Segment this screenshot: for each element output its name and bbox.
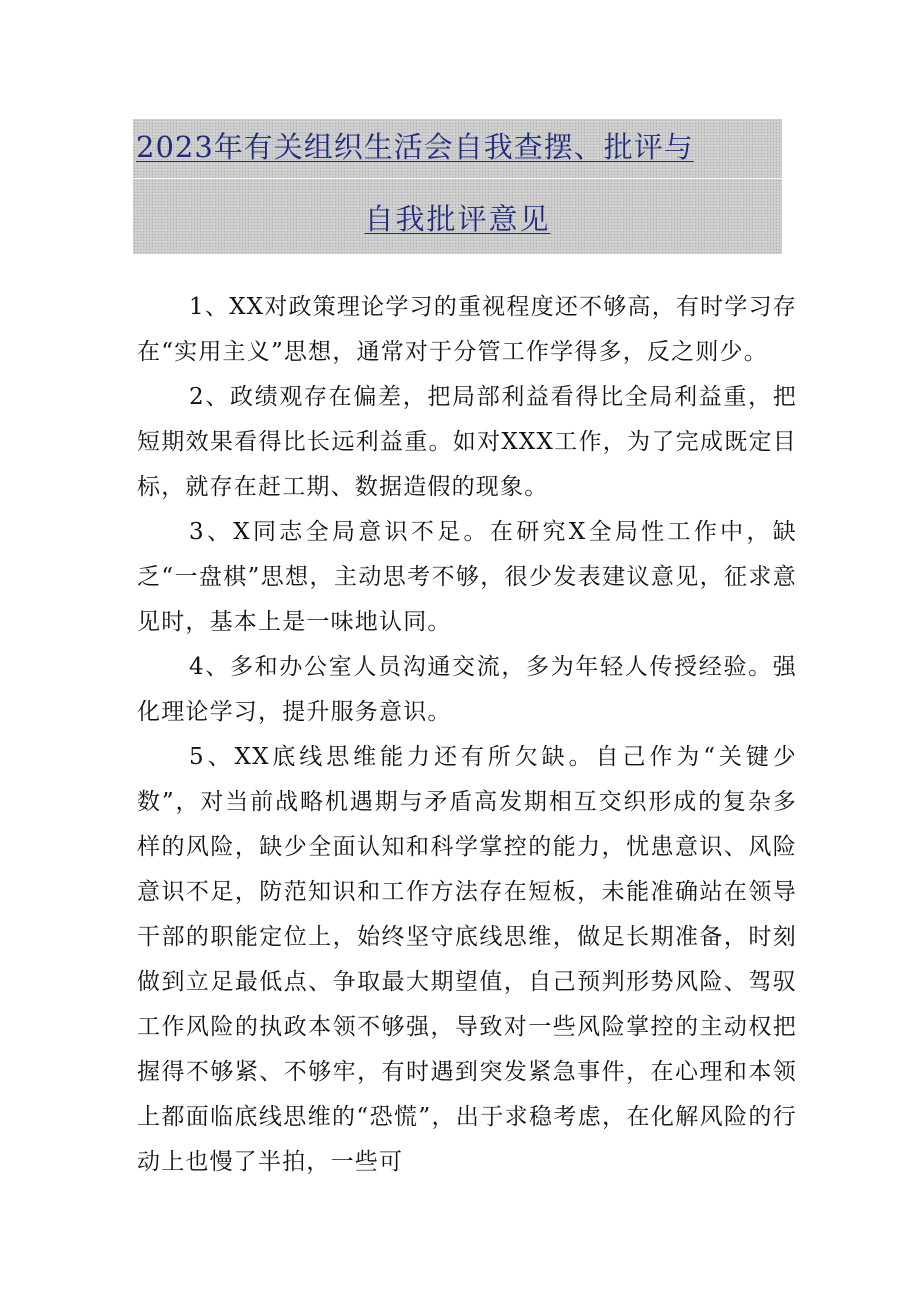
title-banner bbox=[133, 119, 782, 254]
paragraph-1: 1、XX对政策理论学习的重视程度还不够高，有时学习存在“实用主义”思想，通常对于分管工作学得多，反之则少。 bbox=[137, 294, 797, 365]
paragraph-3: 3、X同志全局意识不足。在研究X全局性工作中，缺乏“一盘棋”思想，主动思考不够，很少发表建议意见，征求意见时，基本上是一味地认同。 bbox=[137, 519, 797, 635]
paragraph-4: 4、多和办公室人员沟通交流，多为年轻人传授经验。强化理论学习，提升服务意识。 bbox=[137, 654, 797, 725]
document-title-line-1[interactable]: 2023年有关组织生活会自我查摆、批评与 bbox=[136, 130, 694, 164]
paragraph-2: 2、政绩观存在偏差，把局部利益看得比全局利益重，把短期效果看得比长远利益重。如对XXX工作，为了完成既定目标，就存在赶工期、数据造假的现象。 bbox=[137, 384, 797, 500]
document-body bbox=[137, 285, 797, 1185]
document-title-line-2[interactable]: 自我批评意见 bbox=[364, 202, 551, 236]
title-divider bbox=[133, 178, 782, 179]
paragraph-5: 5、XX底线思维能力还有所欠缺。自己作为“关键少数”，对当前战略机遇期与矛盾高发期相互交织形成的复杂多样的风险，缺少全面认知和科学掌控的能力，忧患意识、风险意识不足，防范知识和工作方法存在短板，未能准确站在领导干部的职能定位上，始终坚守底线思维，做足长期准备，时刻做到立足最低点、争取最大期望值，自己预判形势风险、驾驭工作风险的执政本领不够强，导致对一些风险掌控的主动权把握得不够紧、不够牢，有时遇到突发紧急事件，在心理和本领上都面临底线思维的“恐慌”，出于求稳考虑，在化解风险的行动上也慢了半拍，一些可 bbox=[137, 744, 797, 1175]
